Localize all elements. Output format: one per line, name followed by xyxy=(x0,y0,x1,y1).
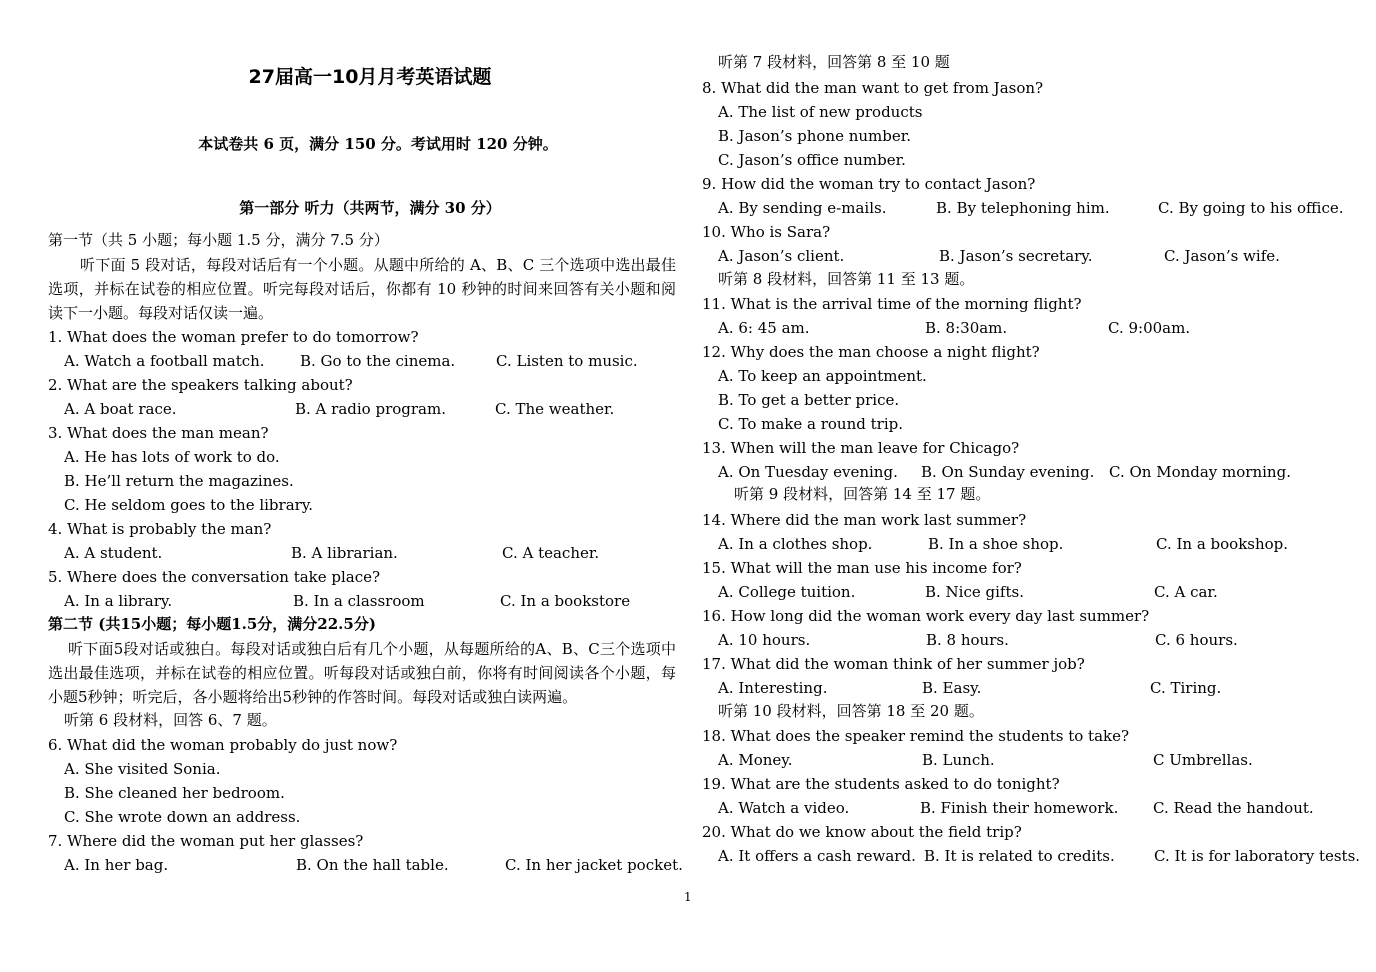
q19-option-c: C. Read the handout. xyxy=(1153,799,1314,817)
q6-option-b: B. She cleaned her bedroom. xyxy=(64,784,285,802)
q1-option-a: A. Watch a football match. xyxy=(64,352,265,370)
q3-option-c: C. He seldom goes to the library. xyxy=(64,496,314,514)
question-7: 7. Where did the woman put her glasses? xyxy=(48,832,364,850)
exam-subtitle: 本试卷共 6 页，满分 150 分。考试用时 120 分钟。 xyxy=(198,135,558,153)
question-5: 5. Where does the conversation take place? xyxy=(48,568,381,586)
q8-option-b: B. Jason’s phone number. xyxy=(718,127,912,145)
material-7-note: 听第 7 段材料，回答第 8 至 10 题 xyxy=(718,53,950,71)
question-15: 15. What will the man use his income for? xyxy=(702,559,1022,577)
q2-option-c: C. The weather. xyxy=(495,400,615,418)
question-2: 2. What are the speakers talking about? xyxy=(48,376,353,394)
material-8-note: 听第 8 段材料，回答第 11 至 13 题。 xyxy=(718,270,975,288)
q7-option-c: C. In her jacket pocket. xyxy=(505,856,683,874)
q20-option-c: C. It is for laboratory tests. xyxy=(1154,847,1361,865)
q18-option-c: C Umbrellas. xyxy=(1153,751,1253,769)
q20-option-b: B. It is related to credits. xyxy=(924,847,1115,865)
q20-option-a: A. It offers a cash reward. xyxy=(718,847,916,865)
q4-option-c: C. A teacher. xyxy=(502,544,600,562)
question-10: 10. Who is Sara? xyxy=(702,223,831,241)
q8-option-a: A. The list of new products xyxy=(718,103,923,121)
q15-option-a: A. College tuition. xyxy=(718,583,856,601)
q7-option-a: A. In her bag. xyxy=(64,856,169,874)
q5-option-c: C. In a bookstore xyxy=(500,592,631,610)
q11-option-c: C. 9:00am. xyxy=(1108,319,1191,337)
q9-option-c: C. By going to his office. xyxy=(1158,199,1344,217)
page-number: 1 xyxy=(684,890,692,904)
exam-title: 27届高一10月月考英语试题 xyxy=(248,66,492,88)
q7-option-b: B. On the hall table. xyxy=(296,856,449,874)
q4-option-a: A. A student. xyxy=(64,544,163,562)
question-9: 9. How did the woman try to contact Jason? xyxy=(702,175,1036,193)
q5-option-a: A. In a library. xyxy=(64,592,173,610)
q18-option-b: B. Lunch. xyxy=(922,751,995,769)
question-19: 19. What are the students asked to do tonight? xyxy=(702,775,1060,793)
question-1: 1. What does the woman prefer to do tomorrow? xyxy=(48,328,419,346)
question-20: 20. What do we know about the field trip? xyxy=(702,823,1022,841)
q13-option-a: A. On Tuesday evening. xyxy=(718,463,898,481)
q4-option-b: B. A librarian. xyxy=(291,544,398,562)
question-16: 16. How long did the woman work every day last summer? xyxy=(702,607,1150,625)
q16-option-a: A. 10 hours. xyxy=(718,631,811,649)
q9-option-b: B. By telephoning him. xyxy=(936,199,1110,217)
q16-option-b: B. 8 hours. xyxy=(926,631,1009,649)
question-18: 18. What does the speaker remind the students to take? xyxy=(702,727,1130,745)
q3-option-b: B. He’ll return the magazines. xyxy=(64,472,294,490)
q10-option-c: C. Jason’s wife. xyxy=(1164,247,1280,265)
q2-option-a: A. A boat race. xyxy=(64,400,177,418)
q17-option-c: C. Tiring. xyxy=(1150,679,1222,697)
q11-option-b: B. 8:30am. xyxy=(925,319,1008,337)
q12-option-a: A. To keep an appointment. xyxy=(718,367,927,385)
q5-option-b: B. In a classroom xyxy=(293,592,425,610)
question-14: 14. Where did the man work last summer? xyxy=(702,511,1027,529)
q17-option-a: A. Interesting. xyxy=(718,679,828,697)
material-9-note: 听第 9 段材料，回答第 14 至 17 题。 xyxy=(734,485,991,503)
section1-instructions: 听下面 5 段对话，每段对话后有一个小题。从题中所给的 A、B、C 三个选项中选出最佳选项，并标在试卷的相应位置。听完每段对话后，你都有 10 秒钟的时间来回答有关小题和阅读下一小题。每段对话仅读一遍。 xyxy=(48,256,676,322)
question-11: 11. What is the arrival time of the morning flight? xyxy=(702,295,1082,313)
part1-title: 第一部分 听力（共两节，满分 30 分） xyxy=(239,199,501,217)
section1-heading: 第一节（共 5 小题；每小题 1.5 分，满分 7.5 分） xyxy=(48,231,389,249)
section2-instructions: 听下面5段对话或独白。每段对话或独白后有几个小题，从每题所给的A、B、C三个选项中选出最佳选项，并标在试卷的相应位置。听每段对话或独白前，你将有时间阅读各个小题，每小题5秒钟；听完后，各小题将给出5秒钟的作答时间。每段对话或独白读两遍。 xyxy=(48,640,676,706)
material-10-note: 听第 10 段材料，回答第 18 至 20 题。 xyxy=(718,702,984,720)
question-8: 8. What did the man want to get from Jason? xyxy=(702,79,1044,97)
question-3: 3. What does the man mean? xyxy=(48,424,269,442)
q10-option-b: B. Jason’s secretary. xyxy=(939,247,1093,265)
q17-option-b: B. Easy. xyxy=(922,679,982,697)
q6-option-c: C. She wrote down an address. xyxy=(64,808,301,826)
q12-option-c: C. To make a round trip. xyxy=(718,415,903,433)
q14-option-b: B. In a shoe shop. xyxy=(928,535,1064,553)
q15-option-b: B. Nice gifts. xyxy=(925,583,1024,601)
q11-option-a: A. 6: 45 am. xyxy=(718,319,810,337)
question-4: 4. What is probably the man? xyxy=(48,520,272,538)
question-17: 17. What did the woman think of her summer job? xyxy=(702,655,1085,673)
q1-option-c: C. Listen to music. xyxy=(496,352,638,370)
question-13: 13. When will the man leave for Chicago? xyxy=(702,439,1020,457)
q13-option-c: C. On Monday morning. xyxy=(1109,463,1291,481)
q6-option-a: A. She visited Sonia. xyxy=(64,760,221,778)
q9-option-a: A. By sending e-mails. xyxy=(718,199,887,217)
q19-option-a: A. Watch a video. xyxy=(718,799,850,817)
q12-option-b: B. To get a better price. xyxy=(718,391,900,409)
section2-heading: 第二节 (共15小题；每小题1.5分，满分22.5分) xyxy=(48,615,376,633)
question-12: 12. Why does the man choose a night flight? xyxy=(702,343,1040,361)
q18-option-a: A. Money. xyxy=(718,751,793,769)
q16-option-c: C. 6 hours. xyxy=(1155,631,1238,649)
q14-option-a: A. In a clothes shop. xyxy=(718,535,873,553)
q3-option-a: A. He has lots of work to do. xyxy=(64,448,280,466)
q19-option-b: B. Finish their homework. xyxy=(920,799,1119,817)
q14-option-c: C. In a bookshop. xyxy=(1156,535,1289,553)
q8-option-c: C. Jason’s office number. xyxy=(718,151,906,169)
q15-option-c: C. A car. xyxy=(1154,583,1218,601)
q2-option-b: B. A radio program. xyxy=(295,400,446,418)
q10-option-a: A. Jason’s client. xyxy=(718,247,845,265)
question-6: 6. What did the woman probably do just now? xyxy=(48,736,398,754)
q1-option-b: B. Go to the cinema. xyxy=(300,352,456,370)
q13-option-b: B. On Sunday evening. xyxy=(921,463,1095,481)
material-6-note: 听第 6 段材料，回答 6、7 题。 xyxy=(64,711,277,729)
